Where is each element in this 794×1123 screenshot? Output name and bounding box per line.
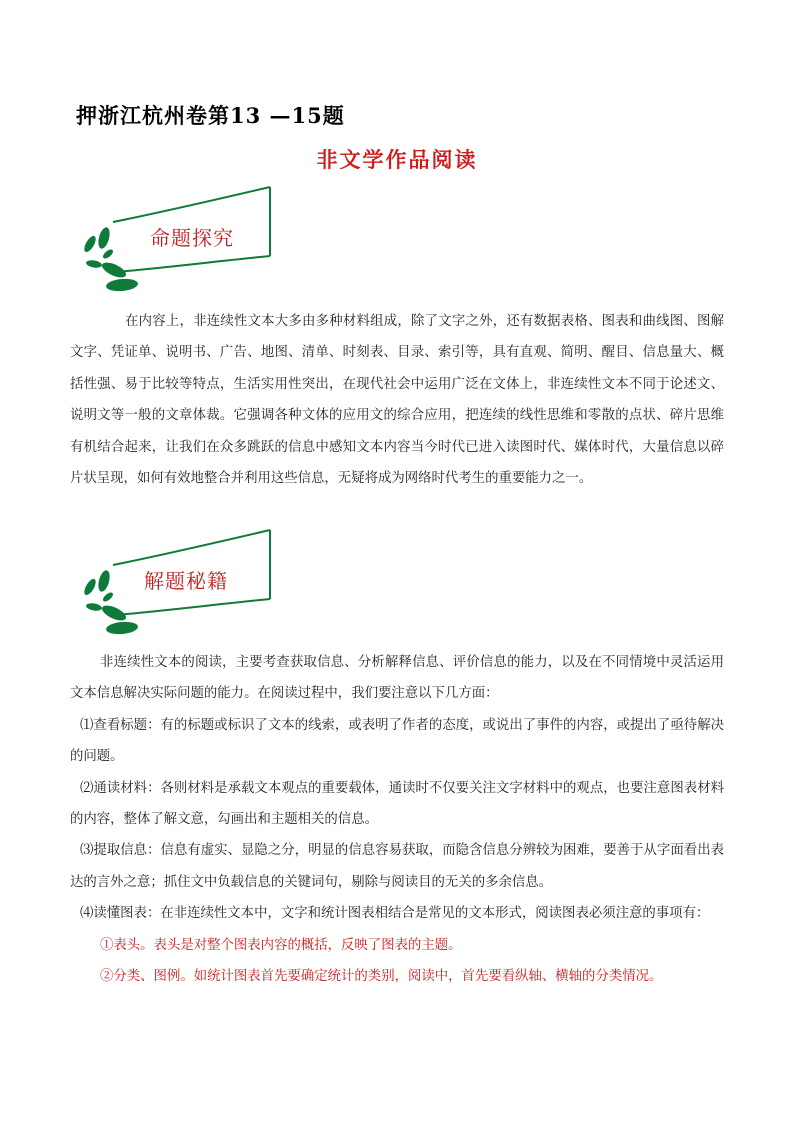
page-title: 押浙江杭州卷第13 —15题 [76, 103, 345, 128]
list-item: ②分类、图例。如统计图表首先要确定统计的类别，阅读中，首先要看纵轴、横轴的分类情况。 [100, 969, 663, 985]
list-item: ⑵通读材料：各则材料是承载文本观点的重要载体，通读时不仅要关注文字材料中的观点，也要注意图表材料的内容，整体了解文意，勾画出和主题相关的信息。 [70, 780, 724, 828]
section-banner-2 [78, 529, 278, 635]
list-item: ⑴查看标题：有的标题或标识了文本的线索，或表明了作者的态度，或说出了事件的内容，或提出了亟待解决的问题。 [70, 717, 724, 765]
intro-paragraph: 在内容上，非连续性文本大多由多种材料组成，除了文字之外，还有数据表格、图表和曲线图、图解文字、凭证单、说明书、广告、地图、清单、时刻表、目录、索引等，具有直观、简明、醒目、信息量大、概括性强、易于比较等特点，生活实用性突出，在现代社会中运用广泛在文体上，非连续性文本不同于论述文、说明文等一般的文章体裁。它强调各种文体的应用文的综合应用，把连续的线性思维和零散的点状、碎片思维有机结合起来，让我们在众多跳跃的信息中感知文本内容当今时代已进入读图时代、媒体时代，大量信息以碎片状呈现，如何有效地整合并利用这些信息，无疑将成为网络时代考生的重要能力之一。 [70, 314, 724, 487]
list-item: ①表头。表头是对整个图表内容的概括，反映了图表的主题。 [100, 937, 462, 953]
page-subtitle: 非文学作品阅读 [316, 147, 478, 172]
section-label: 解题秘籍 [144, 569, 228, 593]
list-item: ⑷读懂图表：在非连续性文本中，文字和统计图表相结合是常见的文本形式，阅读图表必须注意的事项有： [80, 906, 710, 922]
solution-section [70, 647, 724, 992]
lead-paragraph: 非连续性文本的阅读，主要考查获取信息、分析解释信息、评价信息的能力，以及在不同情境中灵活运用文本信息解决实际问题的能力。在阅读过程中，我们要注意以下几方面： [70, 655, 724, 702]
section-banner-1 [78, 186, 278, 292]
section-label: 命题探究 [150, 226, 234, 250]
list-item: ⑶提取信息：信息有虚实、显隐之分，明显的信息容易获取，而隐含信息分辨较为困难，要善于从字面看出表达的言外之意；抓住文中负载信息的关键词句，剔除与阅读目的无关的多余信息。 [70, 843, 724, 890]
